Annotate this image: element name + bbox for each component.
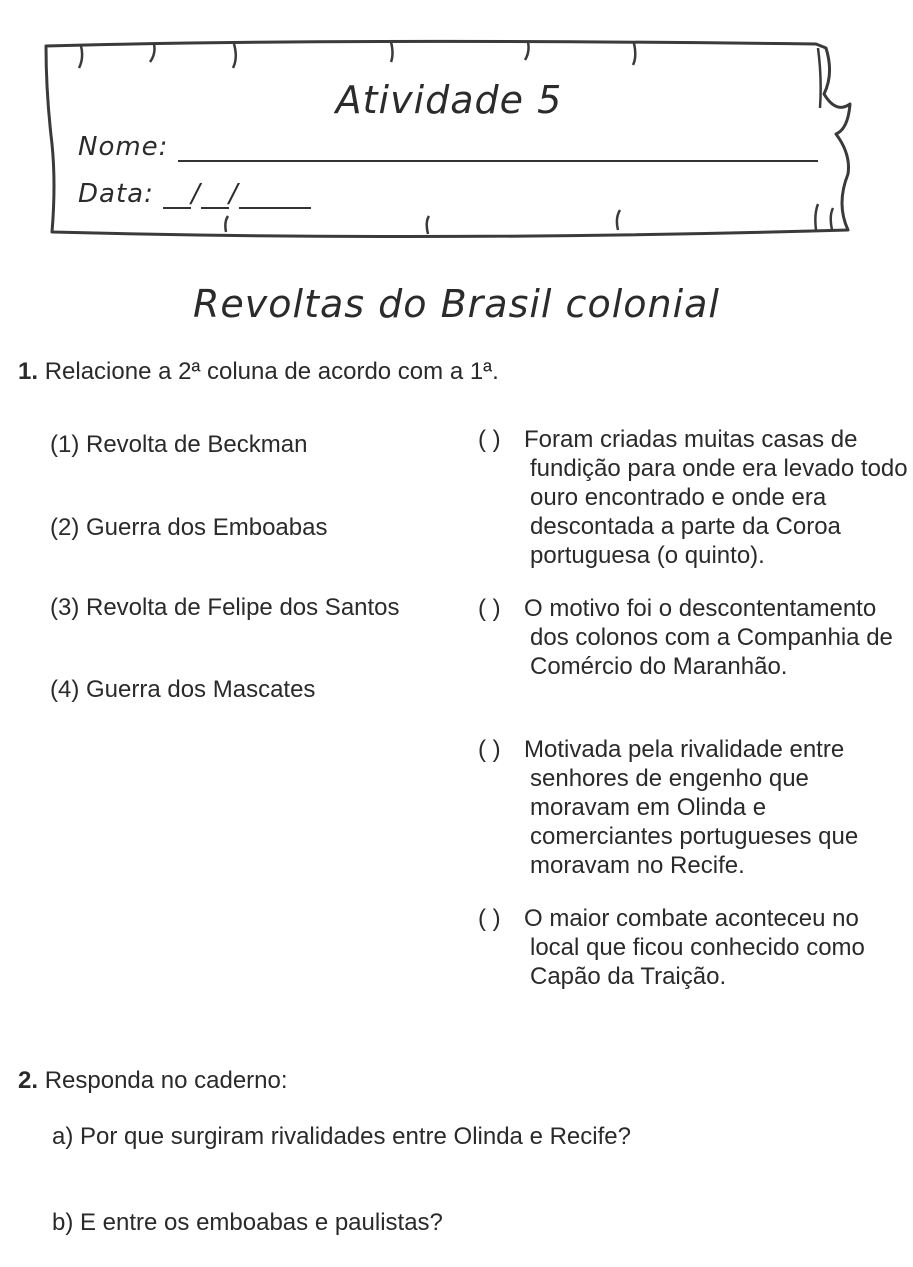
sub-question-b: b) E entre os emboabas e paulistas?	[52, 1209, 443, 1236]
sub-question-a: a) Por que surgiram rivalidades entre Olinda e Recife?	[52, 1123, 631, 1150]
column-2-item	[478, 735, 908, 880]
date-day-line[interactable]	[163, 185, 191, 209]
column-1-item: (4) Guerra dos Mascates	[50, 676, 316, 703]
answer-blank[interactable]: ( )	[478, 595, 501, 622]
date-label: Data:	[78, 179, 154, 209]
question-number: 1.	[18, 358, 39, 385]
date-field-row	[78, 179, 311, 209]
column-2-text: Motivada pela rivalidade entre senhores de engenho que moravam em Olinda e comerciantes portugueses que moravam no Recife.	[524, 736, 859, 879]
question-number: 2.	[18, 1067, 39, 1094]
column-2-text: Foram criadas muitas casas de fundição para onde era levado todo ouro encontrado e onde era descontada a parte da Coroa portuguesa (o quinto).	[524, 426, 908, 569]
column-2-item	[478, 904, 908, 991]
question-prompt: Relacione a 2ª coluna de acordo com a 1ª.	[44, 358, 499, 385]
header-box	[36, 34, 862, 244]
question-1-heading	[18, 358, 499, 386]
column-1-item: (2) Guerra dos Emboabas	[50, 514, 328, 541]
column-2-item	[478, 594, 908, 681]
activity-title: Atividade 5	[335, 78, 563, 122]
column-2-text: O motivo foi o descontentamento dos colonos com a Companhia de Comércio do Maranhão.	[524, 595, 893, 680]
date-month-line[interactable]	[201, 185, 229, 209]
date-separator: /	[191, 179, 201, 209]
column-2-item	[478, 425, 908, 570]
answer-blank[interactable]: ( )	[478, 905, 501, 932]
column-2-text: O maior combate aconteceu no local que ficou conhecido como Capão da Traição.	[524, 905, 865, 990]
answer-blank[interactable]: ( )	[478, 736, 501, 763]
name-label: Nome:	[78, 132, 169, 162]
question-2-heading	[18, 1067, 288, 1095]
question-prompt: Responda no caderno:	[44, 1067, 288, 1094]
date-year-line[interactable]	[239, 185, 311, 209]
answer-blank[interactable]: ( )	[478, 426, 501, 453]
column-1-item: (3) Revolta de Felipe dos Santos	[50, 594, 400, 621]
date-separator: /	[228, 179, 239, 209]
column-1-item: (1) Revolta de Beckman	[50, 431, 308, 458]
name-field-row	[78, 132, 818, 162]
name-blank-line[interactable]	[178, 138, 818, 162]
page-title: Revoltas do Brasil colonial	[193, 282, 720, 326]
